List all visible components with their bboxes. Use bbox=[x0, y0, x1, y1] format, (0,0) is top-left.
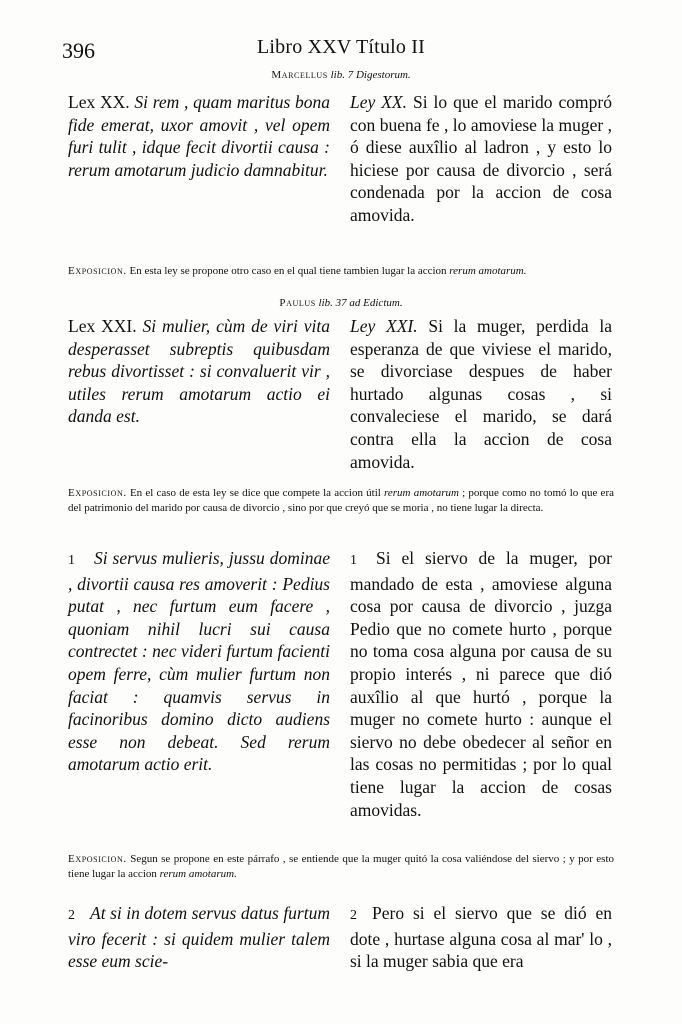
lex-text: Si rem , quam maritus bona fide emerat, uxor amovit , vel opem furi tulit , idque fecit divortii causa : rerum amotarum judicio damnabitur. bbox=[68, 92, 330, 180]
source-citation bbox=[0, 69, 682, 81]
lex21-latin bbox=[68, 315, 330, 428]
exposicion-label: Exposicion. bbox=[68, 853, 127, 865]
source-book: lib. 37 ad Edictum. bbox=[318, 297, 403, 309]
lex20-latin bbox=[68, 91, 330, 181]
lex21-spanish bbox=[350, 315, 612, 473]
exposicion-1 bbox=[68, 264, 614, 279]
exposicion-italic: rerum amotarum bbox=[384, 487, 459, 499]
paragraph-text: Si el siervo de la muger, por mandado de esta , amoviese alguna cosa por causa de divorcio , juzga Pedio que no comete hurto , porque no toma cosa alguna por causa de su propio interés , ni parece que dió auxîlio al que hurtó , porque la muger no comete hurto : aunque el siervo no debe obedecer al señor en las cosas no permitidas ; por lo qual tiene lugar la accion de cosas amovidas. bbox=[350, 548, 612, 820]
ley-label: Ley XXI. bbox=[350, 316, 418, 336]
exposicion-label: Exposicion. bbox=[68, 487, 127, 499]
exposicion-3 bbox=[68, 852, 614, 881]
exposicion-text: En esta ley se propone otro caso en el qual tiene tambien lugar la accion bbox=[126, 265, 450, 277]
par2-spanish bbox=[350, 902, 612, 973]
paragraph-number: 1 bbox=[350, 553, 357, 568]
lex-label: Lex XX. bbox=[68, 92, 130, 112]
exposicion-label: Exposicion. bbox=[68, 265, 127, 277]
lex20-spanish bbox=[350, 91, 612, 227]
source-author: Paulus bbox=[279, 297, 316, 309]
source-citation bbox=[0, 297, 682, 309]
lex-label: Lex XXI. bbox=[68, 316, 137, 336]
page-number: 396 bbox=[62, 38, 95, 63]
exposicion-2 bbox=[68, 486, 614, 515]
ley-text: Si la muger, perdida la esperanza de que viviese el marido, se divorciase despues de haber hurtado algunas cosas , si convaleciese el marido, se dará contra ella la accion de cosa amovida. bbox=[350, 316, 612, 472]
paragraph-number: 2 bbox=[350, 908, 357, 923]
par2-latin bbox=[68, 902, 330, 973]
ley-label: Ley XX. bbox=[350, 92, 407, 112]
paragraph-text: Si servus mulieris, jussu dominae , divortii causa res amoverit : Pedius putat , nec furtum eum facere , quoniam nihil lucri sui causa contrectet : nec videri furtum facienti opem ferre, cùm mulier furtum non faciat : quamvis servus in facinoribus domino dicto audiens esse non debeat. Sed rerum amotarum actio erit. bbox=[68, 548, 330, 775]
exposicion-text-b: ; porque como no tomó lo que era del patrimonio del marido por causa de divorcio , sino por que creyó que se moria , no tiene lugar la directa. bbox=[68, 487, 614, 514]
exposicion-text: En el caso de esta ley se dice que compete la accion útil bbox=[126, 487, 385, 499]
paragraph-number: 1 bbox=[68, 553, 75, 568]
par1-spanish bbox=[350, 547, 612, 821]
source-book: lib. 7 Digestorum. bbox=[330, 69, 411, 81]
ley-text: Si lo que el marido compró con buena fe , lo amoviese la muger , ó diese auxîlio al ladron , y esto lo hiciese por causa de divorcio , será condenada por la accion de cosa amovida. bbox=[350, 92, 612, 225]
exposicion-italic: rerum amotarum. bbox=[449, 265, 527, 277]
paragraph-text: At si in dotem servus datus furtum viro fecerit : si quidem mulier talem esse eum scie- bbox=[68, 903, 330, 972]
lex-text: Si mulier, cùm de viri vita desperasset subreptis quibusdam rebus divortisset : si convaluerit vir , utiles rerum amotarum actio ei danda est. bbox=[68, 316, 331, 427]
paragraph-number: 2 bbox=[68, 908, 75, 923]
paragraph-text: Pero si el siervo que se dió en dote , hurtase alguna cosa al mar' lo , si la muger sabia que era bbox=[350, 903, 612, 972]
exposicion-text: Segun se propone en este párrafo , se entiende que la muger quitó la cosa valiéndose del siervo ; y por esto tiene lugar la accion bbox=[68, 853, 614, 880]
running-title: Libro XXV Título II bbox=[256, 36, 426, 58]
exposicion-italic: rerum amotarum. bbox=[159, 867, 237, 880]
par1-latin bbox=[68, 547, 330, 776]
source-author: Marcellus bbox=[271, 69, 328, 81]
